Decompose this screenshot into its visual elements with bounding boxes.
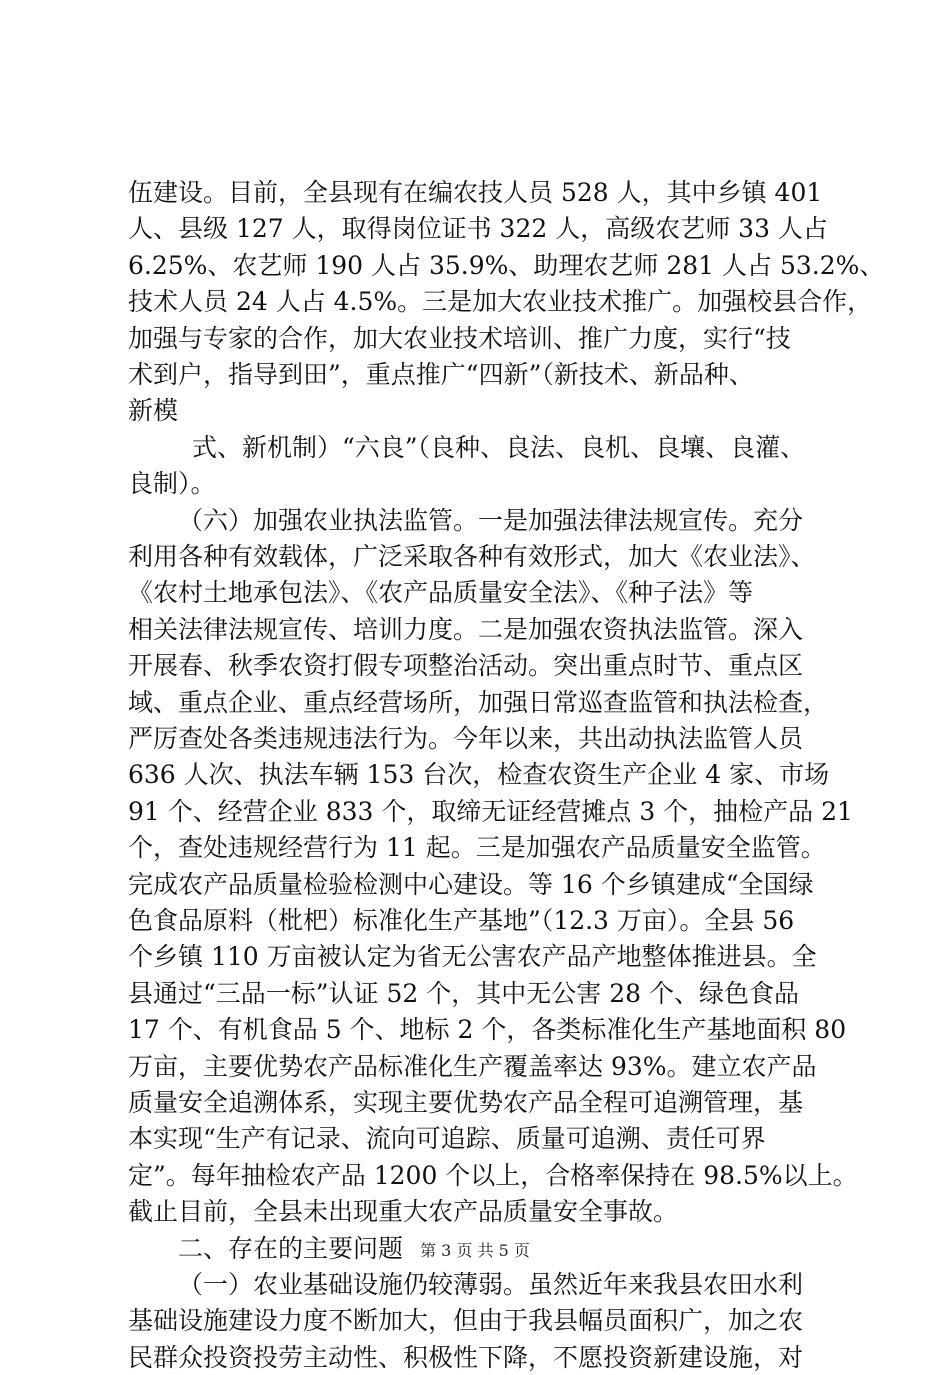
text-line: 开展春、秋季农资打假专项整治活动。突出重点时节、重点区	[128, 651, 804, 681]
text-line: 色食品原料（枇杷）标准化生产基地”（12.3 万亩）。全县 56	[128, 906, 795, 935]
text-line: 人、县级 127 人，取得岗位证书 322 人，高级农艺师 33 人占	[128, 214, 828, 244]
text-line: 域、重点企业、重点经营场所，加强日常巡查监管和执法检查，	[128, 687, 829, 717]
text-line: 万亩，主要优势农产品标准化生产覆盖率达 93%。建立农产品	[128, 1051, 817, 1081]
text-line: 636 人次、执法车辆 153 台次，检查农资生产企业 4 家、市场	[128, 760, 830, 790]
text-line: 技术人员 24 人占 4.5%。三是加大农业技术推广。加强校县合作，	[128, 287, 873, 317]
text-line: 基础设施建设力度不断加大，但由于我县幅员面积广，加之农	[128, 1306, 804, 1336]
text-line: （六）加强农业执法监管。一是加强法律法规宣传。充分	[178, 505, 804, 535]
text-line: 伍建设。目前，全县现有在编农技人员 528 人，其中乡镇 401	[128, 178, 823, 207]
text-line: 县通过“三品一标”认证 52 个，其中无公害 28 个、绿色食品	[128, 978, 799, 1008]
text-line: 91 个、经营企业 833 个，取缔无证经营摊点 3 个，抽检产品 21	[128, 796, 853, 826]
text-line: 新模	[128, 396, 179, 426]
text-line: （一）农业基础设施仍较薄弱。虽然近年来我县农田水利	[178, 1270, 804, 1299]
text-line: 个，查处违规经营行为 11 起。三是加强农产品质量安全监管。	[128, 833, 826, 863]
text-line: 严厉查处各类违规违法行为。今年以来，共出动执法监管人员	[128, 724, 804, 753]
text-line: 个乡镇 110 万亩被认定为省无公害农产品产地整体推进县。全	[128, 942, 817, 972]
text-line: 加强与专家的合作，加大农业技术培训、推广力度，实行“技	[128, 323, 791, 353]
text-line: 17 个、有机食品 5 个、地标 2 个，各类标准化生产基地面积 80	[128, 1015, 847, 1045]
text-line: 质量安全追溯体系，实现主要优势农产品全程可追溯管理，基	[128, 1088, 804, 1117]
text-line: 术到户，指导到田”，重点推广“四新”（新技术、新品种、	[128, 360, 754, 389]
text-line: 定”。每年抽检农产品 1200 个以上，合格率保持在 98.5%以上。	[128, 1160, 858, 1190]
text-line: 相关法律法规宣传、培训力度。二是加强农资执法监管。深入	[128, 614, 804, 644]
page-footer: 第 3 页 共 5 页	[420, 1241, 530, 1260]
text-line: 本实现“生产有记录、流向可追踪、质量可追溯、责任可界	[128, 1124, 766, 1154]
text-line: 完成农产品质量检验检测中心建设。等 16 个乡镇建成“全国绿	[128, 869, 814, 899]
text-line: 6.25%、农艺师 190 人占 35.9%、助理农艺师 281 人占 53.2%、	[128, 250, 885, 280]
text-line: 《农村土地承包法》、《农产品质量安全法》、《种子法》等	[128, 578, 754, 608]
text-line: 二、存在的主要问题	[178, 1233, 404, 1263]
text-line: 民群众投资投劳主动性、积极性下降，不愿投资新建设施，对	[128, 1342, 804, 1372]
text-line: 式、新机制）“六良”（良种、良法、良机、良壤、良灌、	[192, 432, 806, 462]
text-line: 截止目前，全县未出现重大农产品质量安全事故。	[128, 1197, 679, 1227]
text-line: 良制）。	[128, 469, 216, 499]
text-line: 利用各种有效载体，广泛采取各种有效形式，加大《农业法》、	[128, 542, 816, 571]
